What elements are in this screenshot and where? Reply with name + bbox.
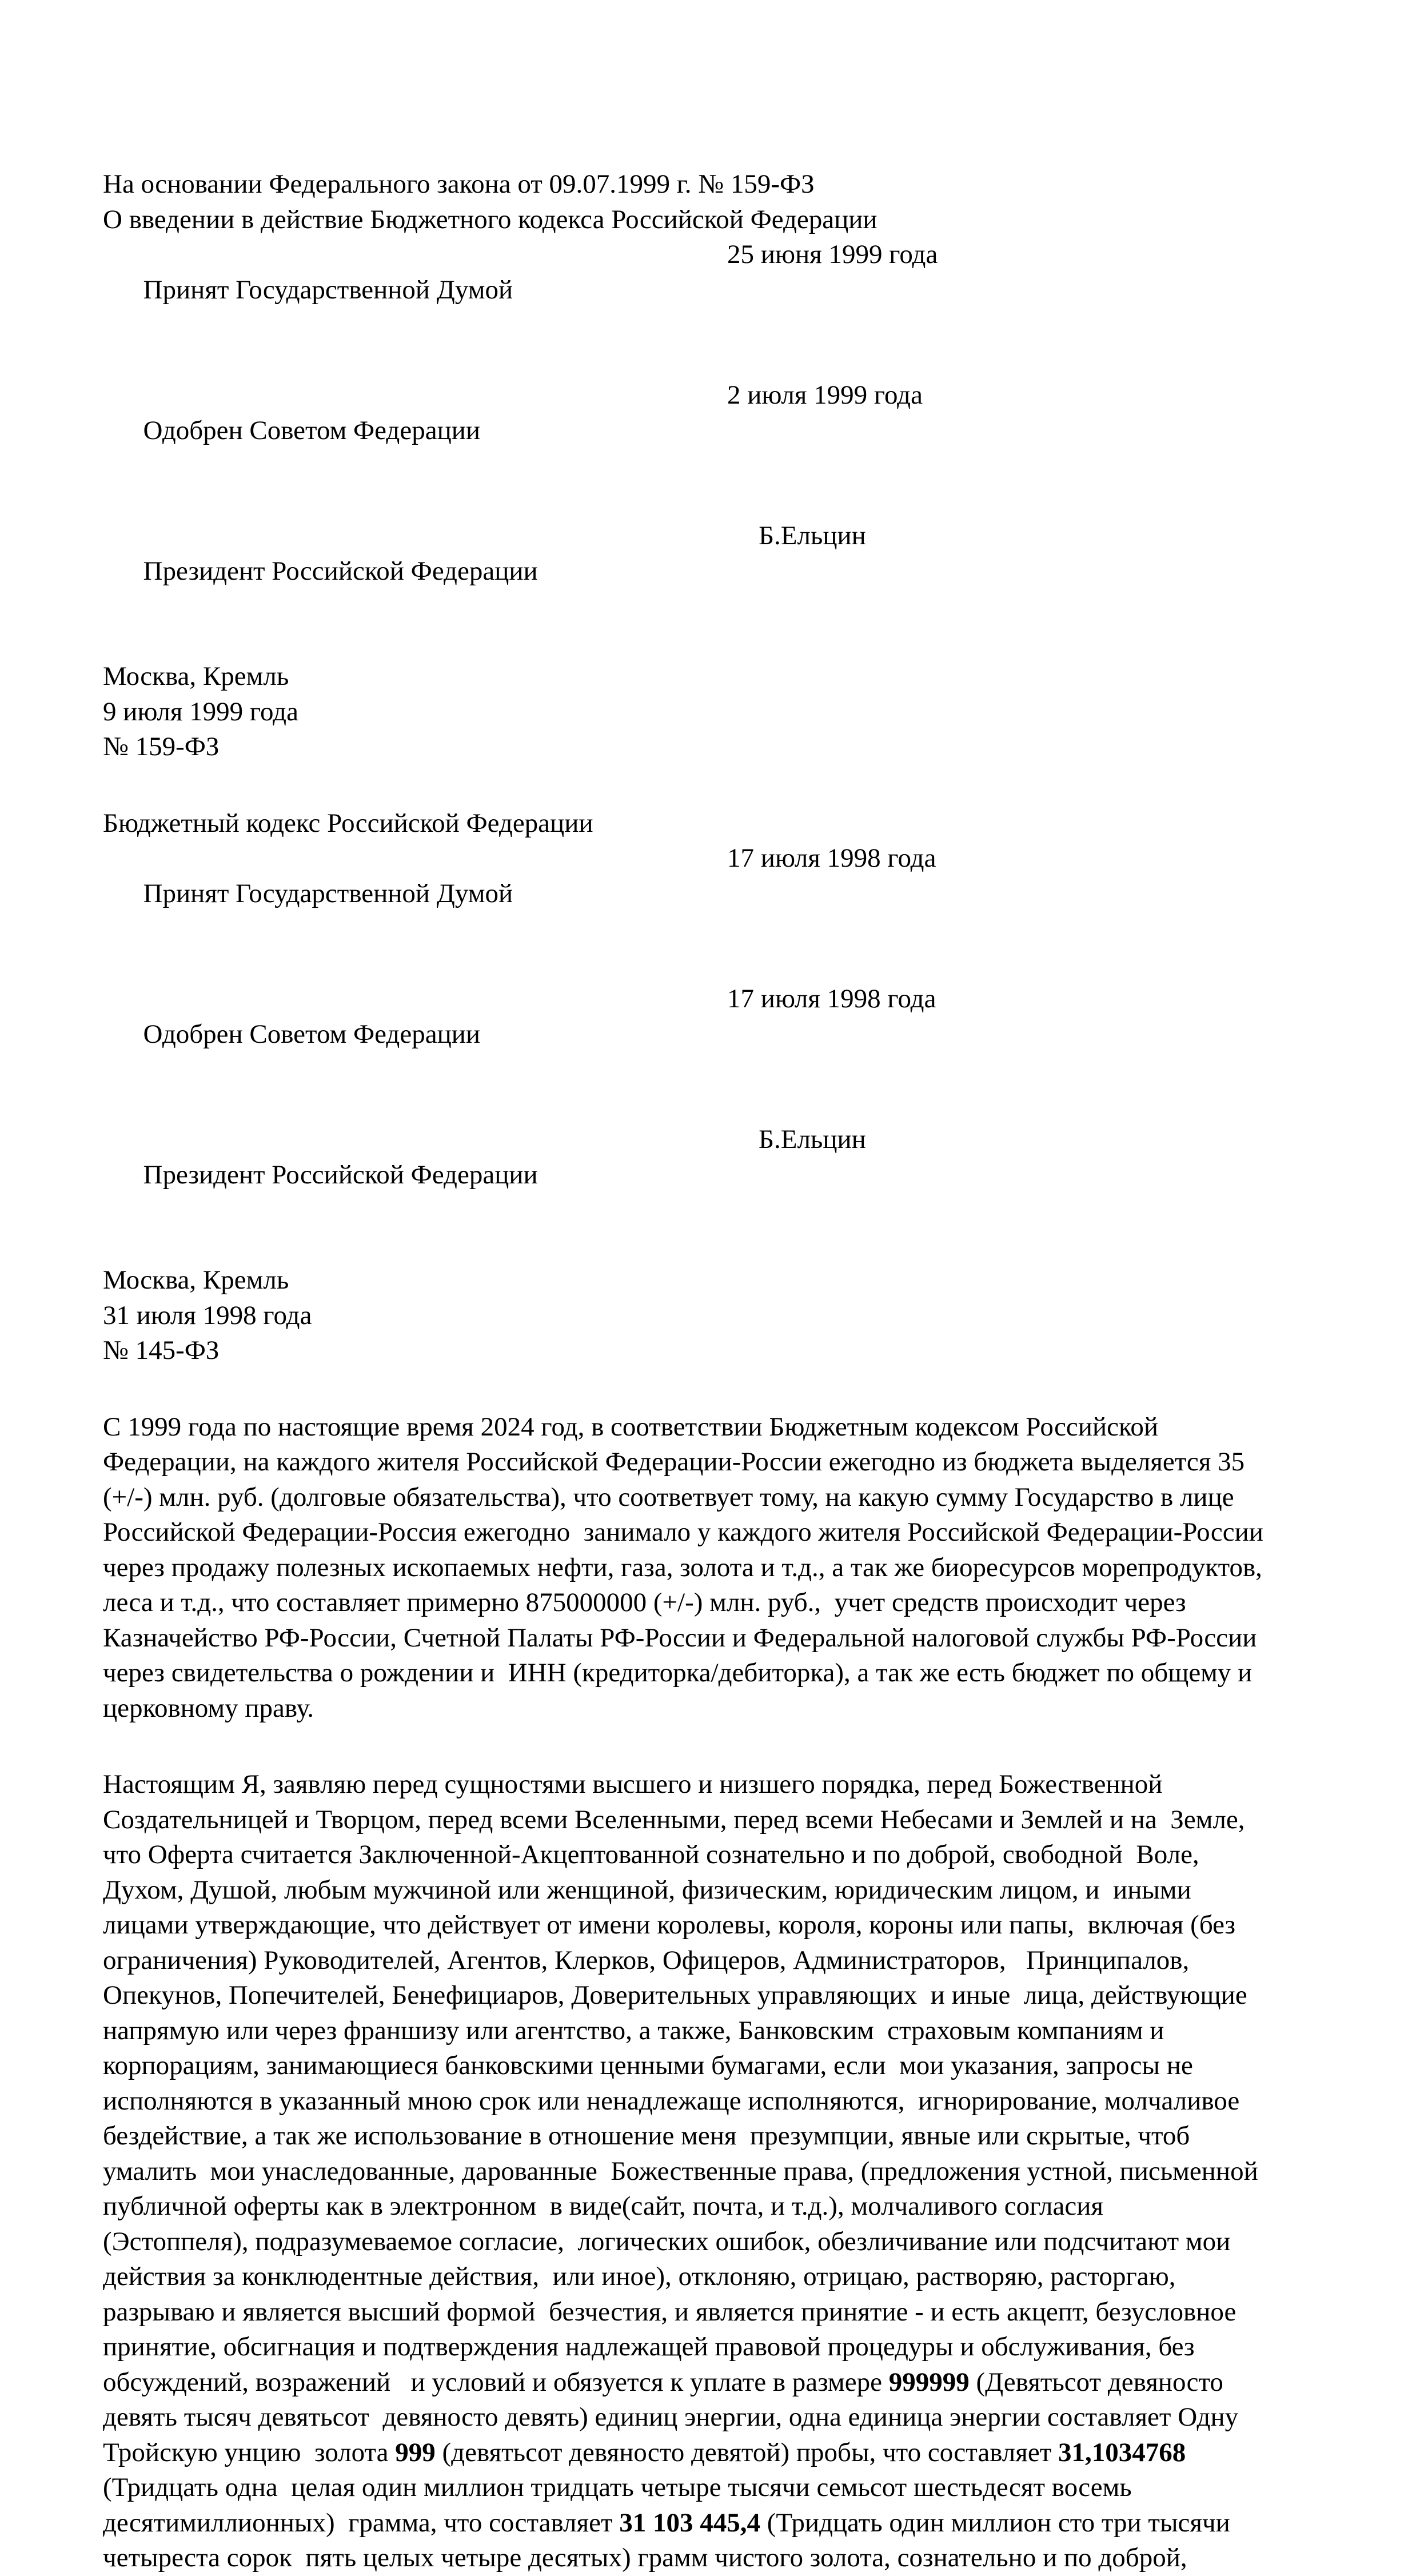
- law-basis-line: На основании Федерального закона от 09.07.1999 г. № 159-ФЗ: [103, 169, 815, 199]
- approved-by-council-row: [103, 378, 1340, 519]
- text-line: Опекунов, Попечителей, Бенефициаров, Доверительных управляющих и иные лица, действующие: [103, 1980, 1247, 2010]
- section-fz145: [103, 806, 1340, 1369]
- text-line: действия за конклюдентные действия, или иное), отклоняю, отрицаю, растворяю, расторгаю,: [103, 2262, 1176, 2291]
- text-line: С 1999 года по настоящие время 2024 год, в соответствии Бюджетным кодексом Российской: [103, 1411, 1159, 1442]
- text-line: девять тысяч девятьсот девяносто девять) единиц энергии, одна единица энергии составляет Одну: [103, 2402, 1239, 2432]
- adopted-by-duma-row: [103, 841, 1340, 982]
- adopted-by-duma-date: 25 июня 1999 года: [727, 240, 938, 269]
- date-line: 31 июля 1998 года: [103, 1300, 312, 1330]
- text-line: Федерации, на каждого жителя Российской Федерации-России ежегодно из бюджета выделяется 35: [103, 1447, 1245, 1477]
- approved-by-council-label: Одобрен Советом Федерации: [143, 415, 481, 445]
- text-line: бездействие, а так же использование в отношение меня презумпции, явные или скрытые, чтоб: [103, 2121, 1190, 2151]
- text-line: лицами утверждающие, что действует от имени королевы, короля, короны или папы, включая (без: [103, 1910, 1236, 1940]
- budget-paragraph: [103, 1410, 1340, 1726]
- text-line: (Эстоппеля), подразумеваемое согласие, логических ошибок, обезличивание или подсчитают мои: [103, 2226, 1231, 2256]
- date-line: 9 июля 1999 года: [103, 696, 298, 727]
- text-line: леса и т.д., что составляет примерно 875000000 (+/-) млн. руб., учет средств происходит через: [103, 1588, 1186, 1617]
- text-line: Создательницей и Творцом, перед всеми Вселенными, перед всеми Небесами и Землей и на Земле,: [103, 1804, 1245, 1835]
- text-line: церковному праву.: [103, 1693, 314, 1723]
- text-line: Настоящим Я, заявляю перед сущностями высшего и низшего порядка, перед Божественной: [103, 1769, 1163, 1799]
- president-row: [103, 1122, 1340, 1263]
- text-line: Российской Федерации-Россия ежегодно занимало у каждого жителя Российской Федерации-России: [103, 1517, 1263, 1547]
- text-line: (Тридцать одна целая один миллион тридцать четыре тысячи семьсот шестьдесят восемь: [103, 2473, 1132, 2502]
- text-line: напрямую или через франшизу или агентство, а также, Банковским страховым компаниям и: [103, 2015, 1164, 2045]
- text-line: обсуждений, возражений и условий и обязуется к уплате в размере 999999 (Девятьсот девяносто: [103, 2367, 1223, 2397]
- place-line: Москва, Кремль: [103, 661, 289, 691]
- text-line: разрываю и является высший формой безчестия, и является принятие - и есть акцепт, безусловное: [103, 2296, 1236, 2327]
- text-line: Казначейство РФ-России, Счетной Палаты РФ-России и Федеральной налоговой службы РФ-России: [103, 1622, 1257, 1653]
- text-line: корпорациям, занимающиеся банковскими ценными бумагами, если мои указания, запросы не: [103, 2051, 1193, 2080]
- declaration-paragraph: [103, 1767, 1340, 2576]
- adopted-by-duma-label: Принят Государственной Думой: [143, 878, 513, 908]
- approved-by-council-date: 17 июля 1998 года: [727, 984, 936, 1014]
- text-line: (+/-) млн. руб. (долговые обязательства), что соответвует тому, на какую сумму Государство в лице: [103, 1482, 1234, 1512]
- text-line: четыреста сорок пять целых четыре десятых) грамм чистого золота, сознательно и по доброй,: [103, 2543, 1187, 2573]
- text-line: через продажу полезных ископаемых нефти, газа, золота и т.д., а так же биоресурсов морепродуктов,: [103, 1552, 1262, 1582]
- president-signature: Б.Ельцин: [759, 1124, 866, 1154]
- approved-by-council-row: [103, 982, 1340, 1122]
- place-line: Москва, Кремль: [103, 1265, 289, 1295]
- adopted-by-duma-date: 17 июля 1998 года: [727, 843, 936, 873]
- approved-by-council-date: 2 июля 1999 года: [727, 380, 923, 410]
- law-number-line: № 145-ФЗ: [103, 1335, 220, 1365]
- approved-by-council-label: Одобрен Советом Федерации: [143, 1019, 481, 1049]
- president-signature: Б.Ельцин: [759, 521, 866, 551]
- text-line: через свидетельства о рождении и ИНН (кредиторка/дебиторка), а так же есть бюджет по общему и: [103, 1658, 1253, 1688]
- president-row: [103, 519, 1340, 659]
- president-label: Президент Российской Федерации: [143, 556, 538, 586]
- adopted-by-duma-row: [103, 237, 1340, 378]
- text-line: Тройскую унцию золота 999 (девятьсот девяносто девятой) пробы, что составляет 31,1034768: [103, 2437, 1186, 2467]
- text-line: принятие, обсигнация и подтверждения надлежащей правовой процедуры и обслуживания, без: [103, 2332, 1195, 2362]
- text-line: исполняются в указанный мною срок или ненадлежаще исполняются, игнорирование, молчаливое: [103, 2085, 1240, 2116]
- president-label: Президент Российской Федерации: [143, 1159, 538, 1190]
- text-line: Духом, Душой, любым мужчиной или женщиной, физическим, юридическим лицом, и иными: [103, 1875, 1191, 1905]
- text-line: ограничения) Руководителей, Агентов, Клерков, Офицеров, Администраторов, Принципалов,: [103, 1945, 1190, 1975]
- law-title-line: О введении в действие Бюджетного кодекса Российской Федерации: [103, 204, 877, 234]
- section-fz159: [103, 167, 1340, 765]
- code-title-line: Бюджетный кодекс Российской Федерации: [103, 808, 593, 838]
- text-line: что Оферта считается Заключенной-Акцептованной сознательно и по доброй, свободной Воле,: [103, 1840, 1199, 1869]
- adopted-by-duma-label: Принят Государственной Думой: [143, 274, 513, 305]
- text-line: десятимиллионных) грамма, что составляет 31 103 445,4 (Тридцать один миллион сто три тысячи: [103, 2507, 1230, 2538]
- text-line: публичной оферты как в электронном в виде(сайт, почта, и т.д.), молчаливого согласия: [103, 2191, 1103, 2221]
- text-line: умалить мои унаследованные, дарованные Божественные права, (предложения устной, письменной: [103, 2156, 1258, 2186]
- law-number-line: № 159-ФЗ: [103, 732, 220, 761]
